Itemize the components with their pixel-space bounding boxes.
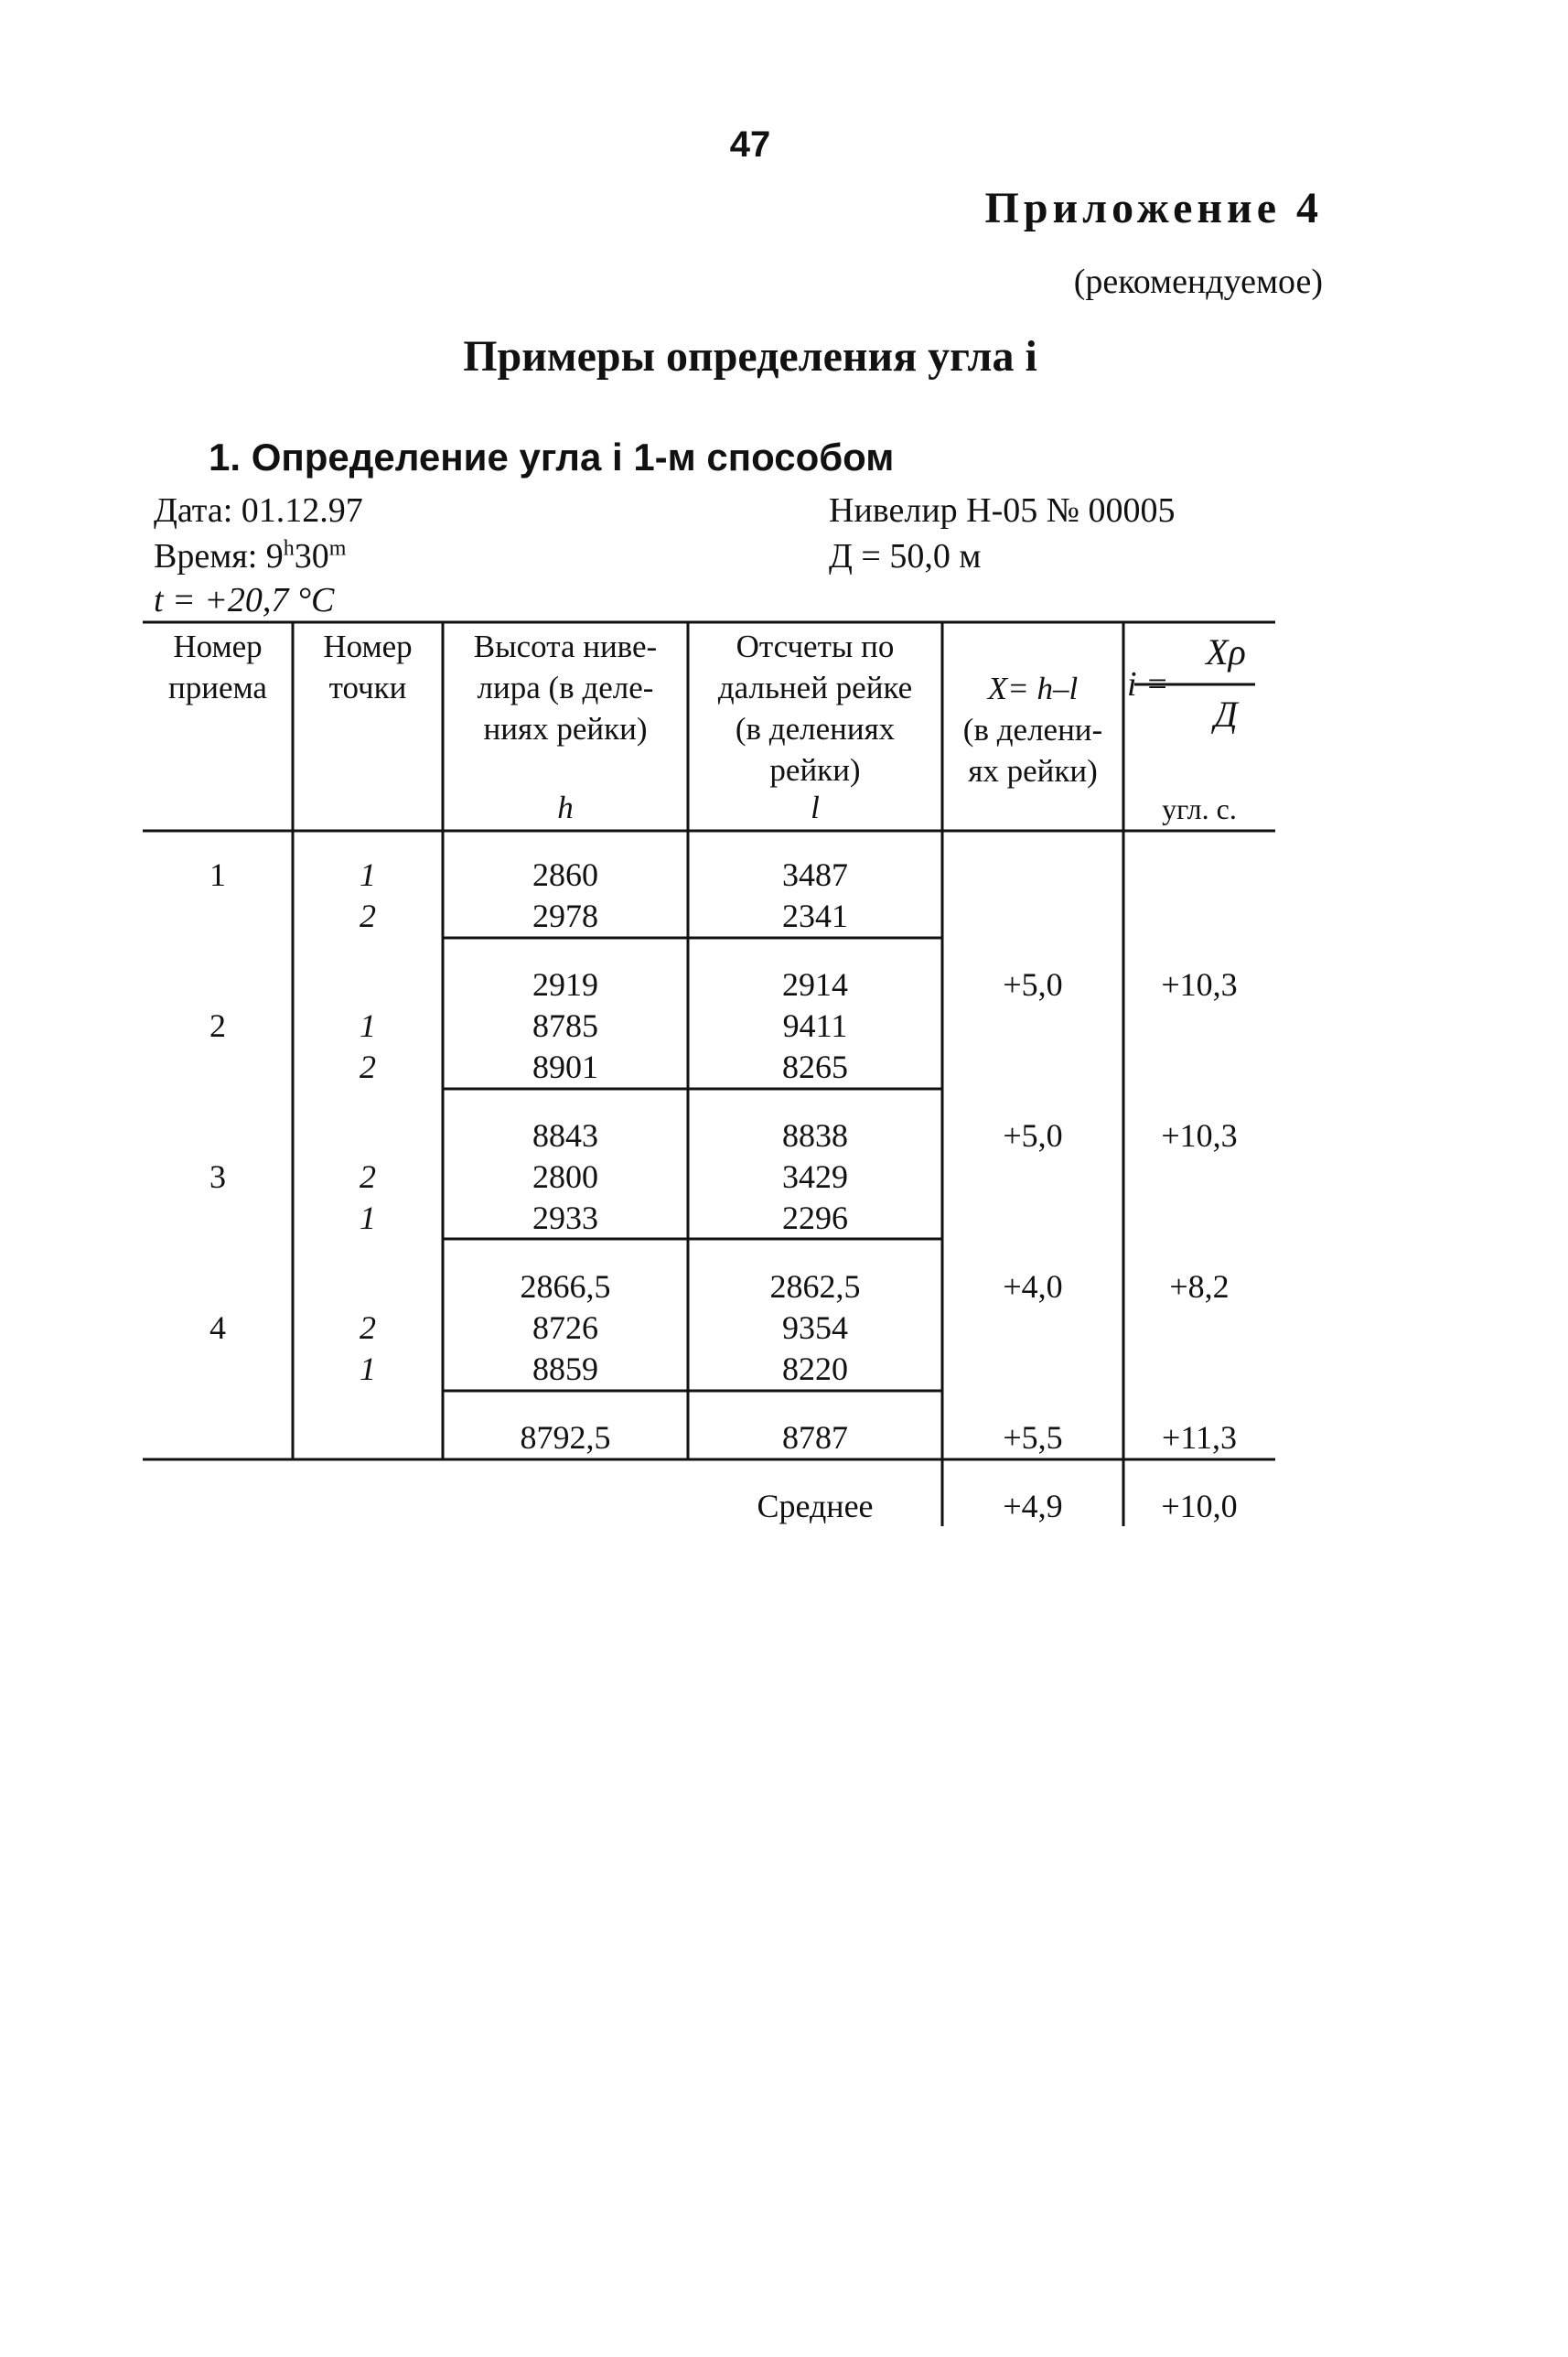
time-prefix: Время: 9 <box>154 537 284 576</box>
table-cell-x: +4,0 <box>1003 1268 1063 1305</box>
table-cell-priem: 1 <box>209 856 226 893</box>
table-cell-point: 2 <box>360 1158 376 1195</box>
table-cell-l: 8220 <box>782 1351 848 1387</box>
table-cell-l: 2341 <box>782 898 848 934</box>
average-x: +4,9 <box>1003 1488 1063 1524</box>
table-cell-l: 2914 <box>782 966 848 1003</box>
header-readings-symbol: l <box>811 790 820 825</box>
table-cell-i: +10,3 <box>1161 1117 1238 1154</box>
table-cell-l: 3429 <box>782 1158 848 1195</box>
table-cell-l: 8838 <box>782 1117 848 1154</box>
table-cell-i: +10,3 <box>1161 966 1238 1003</box>
table-cell-point: 2 <box>360 1049 376 1085</box>
header-i-denominator: Д <box>1214 694 1238 735</box>
table-cell-h: 2919 <box>532 966 598 1003</box>
header-i-numerator: Xρ <box>1206 631 1246 673</box>
header-i-lhs: i = <box>1127 665 1169 704</box>
average-label: Среднее <box>757 1488 874 1524</box>
table-cell-l: 2296 <box>782 1200 848 1236</box>
average-i: +10,0 <box>1161 1488 1238 1524</box>
header-height: Высота ниве- лира (в деле- ниях рейки) <box>473 629 658 747</box>
time-minutes-sup: m <box>328 536 347 561</box>
table-cell-h: 2860 <box>532 856 598 893</box>
header-readings: Отсчеты по дальней рейке (в делениях рейки) <box>717 629 913 788</box>
header-point: Номер точки <box>323 629 413 705</box>
date-line: Дата: 01.12.97 <box>154 491 363 530</box>
table-cell-point: 1 <box>360 1007 376 1044</box>
page-title: Примеры определения угла i <box>463 332 1037 381</box>
table-cell-h: 8843 <box>532 1117 598 1154</box>
page-number: 47 <box>729 124 771 165</box>
temperature-line: t = +20,7 °C <box>154 581 335 619</box>
section-title: 1. Определение угла i 1-м способом <box>209 436 895 479</box>
header-x-units: (в делени- ях рейки) <box>962 712 1103 789</box>
distance-line: Д = 50,0 м <box>829 537 982 576</box>
table-cell-h: 2866,5 <box>520 1268 611 1305</box>
table-cell-l: 9411 <box>782 1007 848 1044</box>
header-priem: Номер приема <box>168 629 267 705</box>
table-cell-x: +5,0 <box>1003 1117 1063 1154</box>
table-cell-priem: 2 <box>209 1007 226 1044</box>
time-hours-sup: h <box>283 536 295 561</box>
table-cell-h: 2933 <box>532 1200 598 1236</box>
table-cell-point: 1 <box>360 1200 376 1236</box>
table-cell-h: 2978 <box>532 898 598 934</box>
table-cell-h: 8901 <box>532 1049 598 1085</box>
appendix-title: Приложение 4 <box>984 184 1323 232</box>
table-cell-priem: 3 <box>209 1158 226 1195</box>
table-cell-priem: 4 <box>209 1309 226 1346</box>
table-cell-x: +5,5 <box>1003 1419 1063 1456</box>
level-line: Нивелир Н-05 № 00005 <box>829 491 1176 530</box>
header-x-formula: X= h–l <box>987 671 1079 706</box>
table-cell-point: 2 <box>360 898 376 934</box>
table-cell-l: 9354 <box>782 1309 848 1346</box>
table-cell-l: 8265 <box>782 1049 848 1085</box>
time-minutes: 30 <box>294 537 329 576</box>
header-i-units: угл. с. <box>1162 792 1237 825</box>
table-cell-i: +8,2 <box>1169 1268 1230 1305</box>
table-cell-l: 3487 <box>782 856 848 893</box>
table-cell-h: 2800 <box>532 1158 598 1195</box>
appendix-note: (рекомендуемое) <box>1073 263 1323 301</box>
header-height-symbol: h <box>557 790 574 825</box>
table-cell-h: 8785 <box>532 1007 598 1044</box>
table-cell-h: 8726 <box>532 1309 598 1346</box>
table-cell-l: 2862,5 <box>769 1268 861 1305</box>
table-cell-i: +11,3 <box>1162 1419 1237 1456</box>
table-cell-point: 2 <box>360 1309 376 1346</box>
table-cell-point: 1 <box>360 1351 376 1387</box>
table-cell-h: 8792,5 <box>520 1419 611 1456</box>
table-cell-l: 8787 <box>782 1419 848 1456</box>
table-cell-h: 8859 <box>532 1351 598 1387</box>
table-cell-x: +5,0 <box>1003 966 1063 1003</box>
table-cell-point: 1 <box>360 856 376 893</box>
